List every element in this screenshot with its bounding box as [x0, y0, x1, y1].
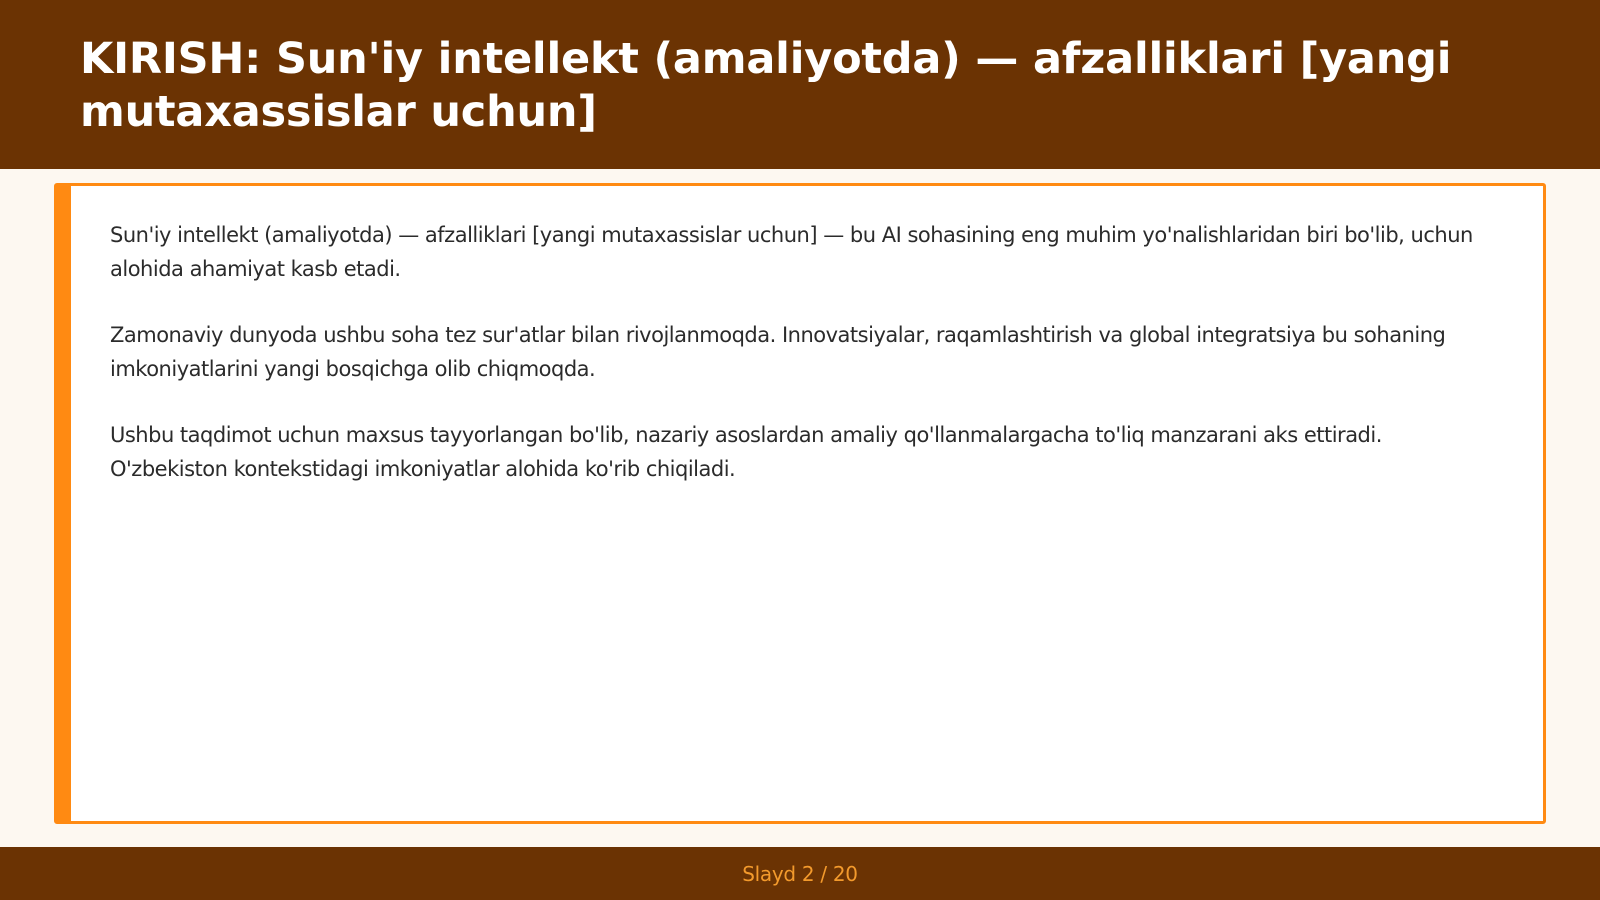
paragraph-intro: Sun'iy intellekt (amaliyotda) — afzalliklari [yangi mutaxassislar uchun] — bu AI sohasining eng muhim yo'nalishlaridan biri bo'lib, uchun alohida ahamiyat kasb etadi.: [110, 223, 1473, 281]
paragraph-modern-world: Zamonaviy dunyoda ushbu soha tez sur'atlar bilan rivojlanmoqda. Innovatsiyalar, raqamlashtirish va global integratsiya bu sohaning imkoniyatlarini yangi bosqichga olib chiqmoqda.: [110, 323, 1446, 381]
slide-footer: [0, 847, 1600, 900]
slide-header: [0, 0, 1600, 169]
paragraph-presentation-scope: Ushbu taqdimot uchun maxsus tayyorlangan bo'lib, nazariy asoslardan amaliy qo'llanmalargacha to'liq manzarani aks ettiradi. O'zbekiston kontekstidagi imkoniyatlar alohida ko'rib chiqiladi.: [110, 423, 1382, 481]
slide-counter: Slayd 2 / 20: [742, 861, 858, 886]
slide-title: KIRISH: Sun'iy intellekt (amaliyotda) — afzalliklari [yangi mutaxassislar uchun]: [80, 34, 1452, 137]
content-panel: [54, 183, 1546, 824]
